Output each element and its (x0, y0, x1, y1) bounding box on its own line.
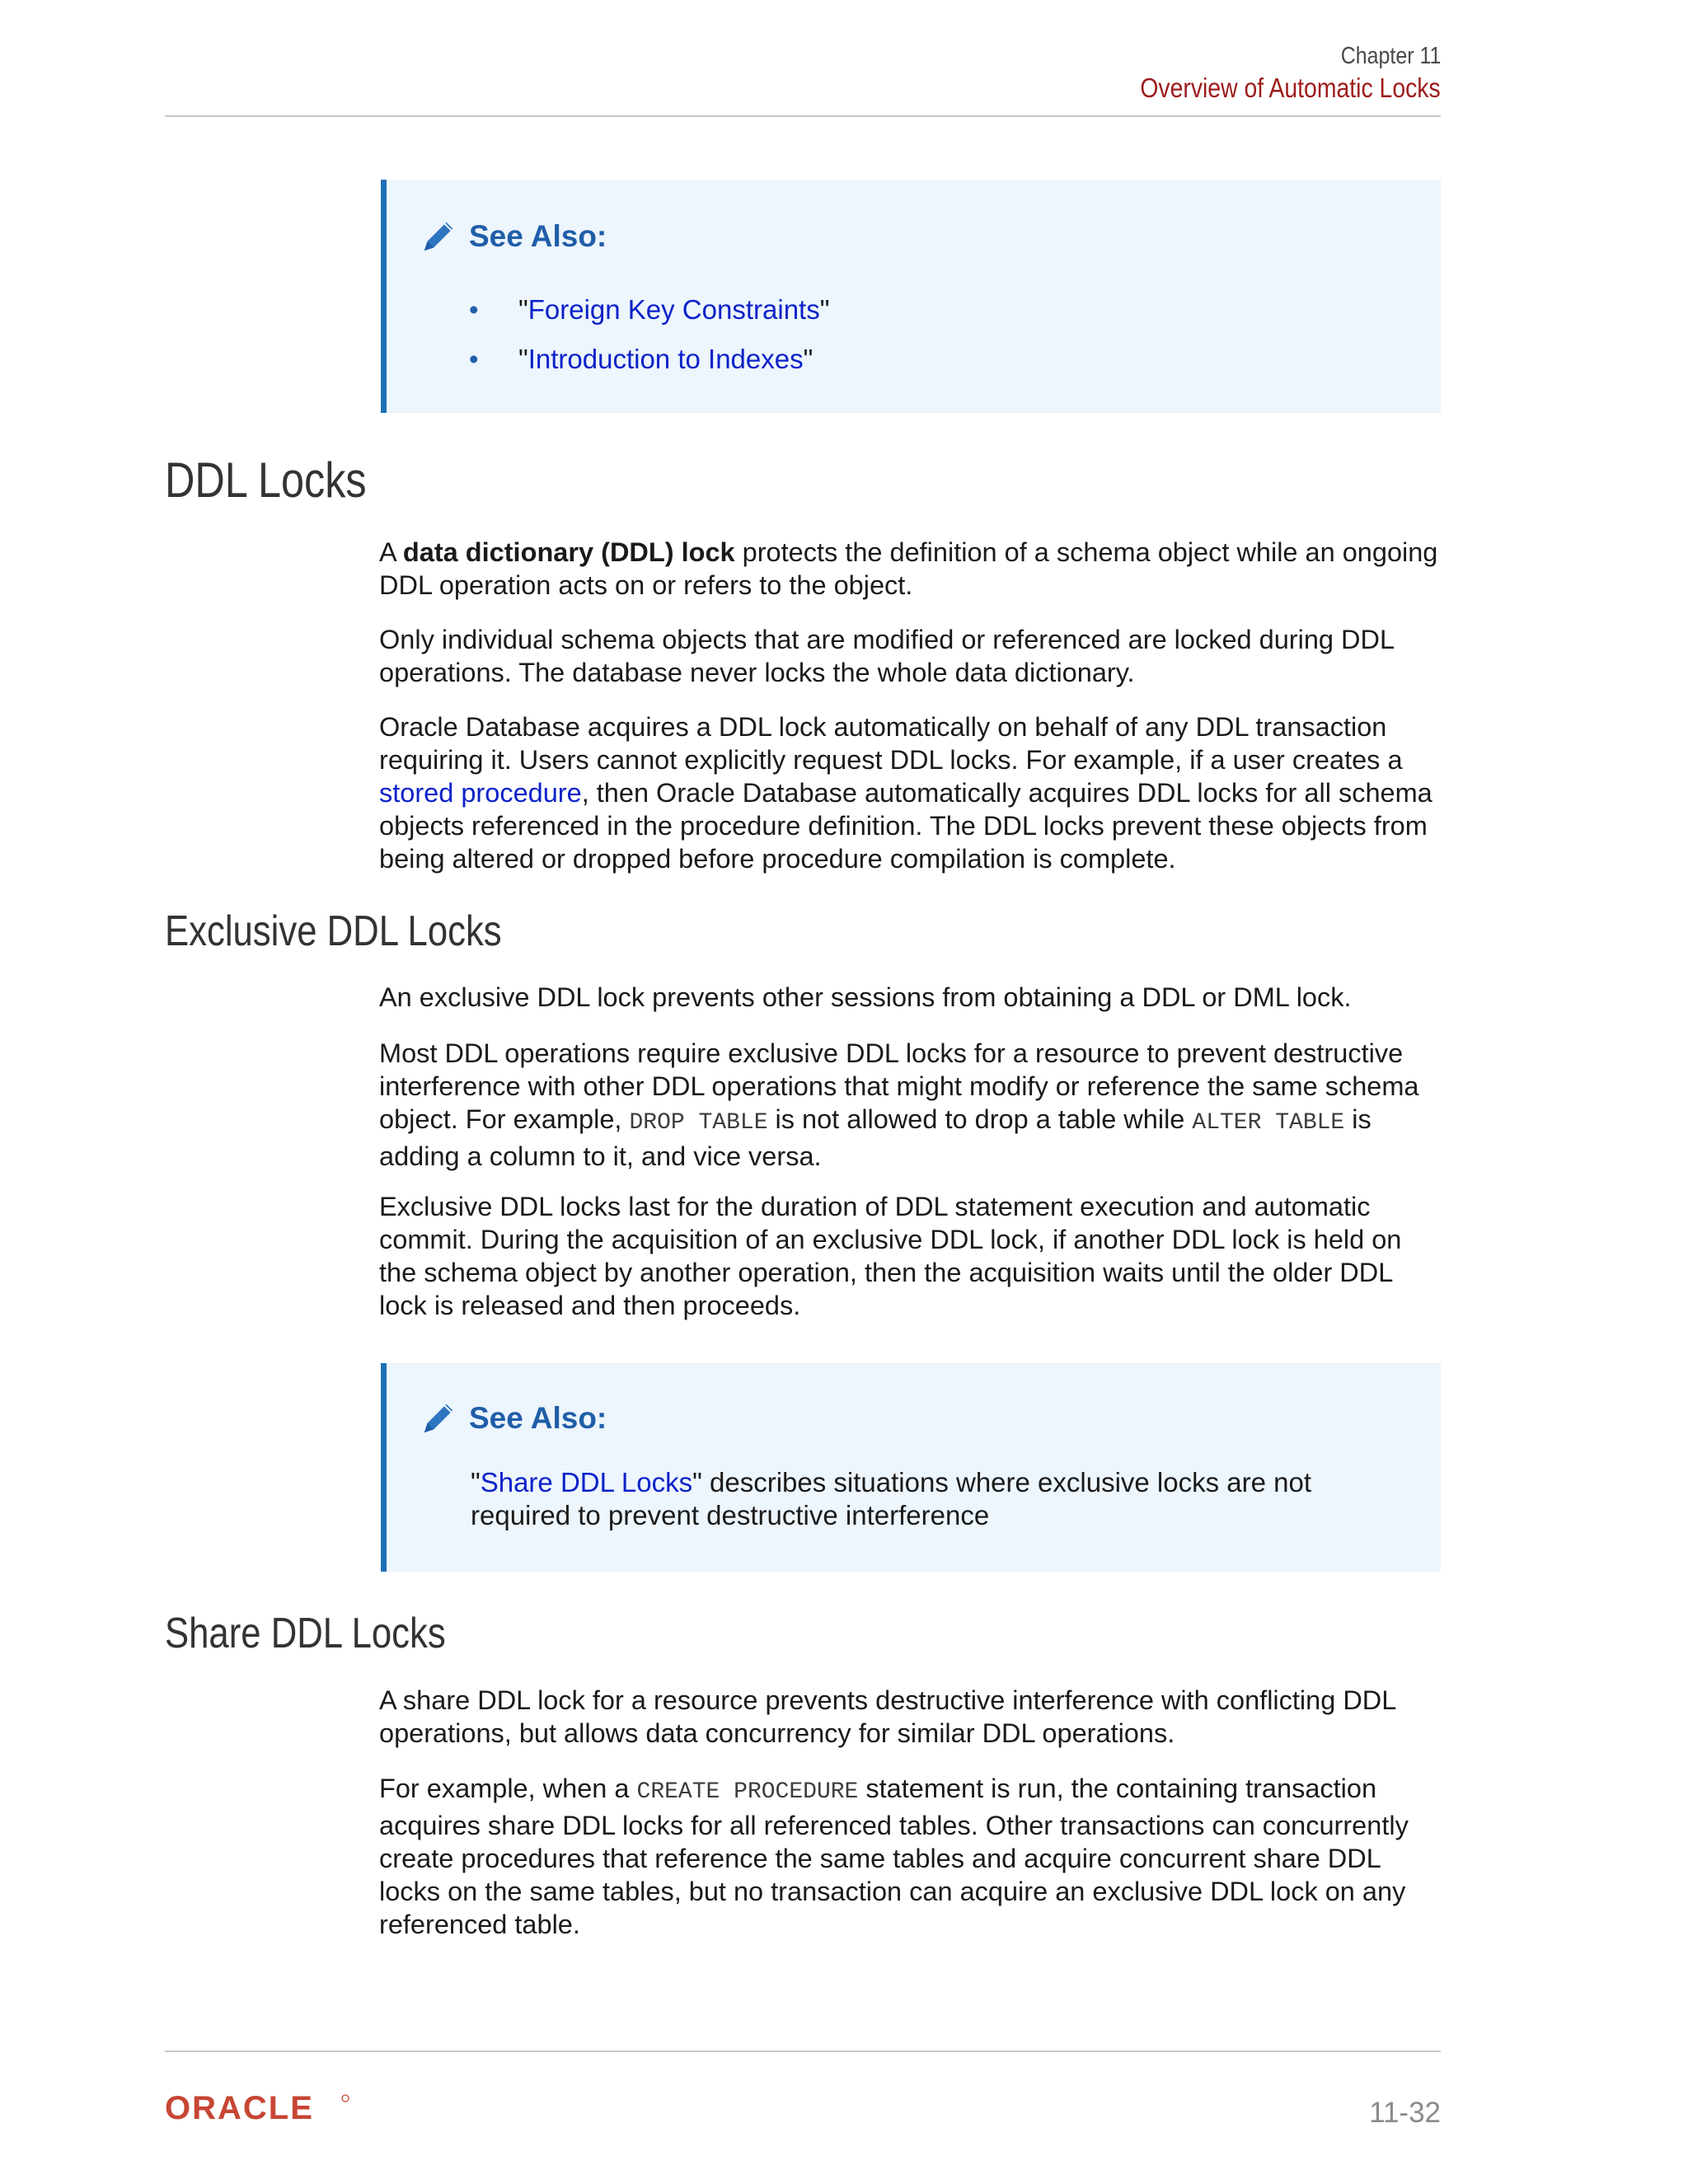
header-rule (165, 115, 1441, 117)
see-also-note-1 (381, 180, 1441, 413)
paragraph: A share DDL lock for a resource prevents destructive interference with conflicting DDL operations, but allows data concurrency for similar DDL operations. (379, 1685, 1396, 1748)
see-also-note-2 (381, 1363, 1441, 1572)
heading-ddl-locks: DDL Locks (165, 452, 367, 508)
note-heading (420, 218, 607, 255)
link-stored-procedure[interactable]: stored procedure (379, 778, 582, 808)
heading-share-ddl-locks: Share DDL Locks (165, 1610, 446, 1657)
list-item: • "Introduction to Indexes" (469, 335, 829, 384)
pencil-icon (420, 218, 457, 255)
header-chapter: Chapter 11 (1340, 43, 1441, 69)
footer-rule (165, 2050, 1441, 2052)
see-also-title: See Also: (469, 219, 607, 253)
see-also-text: "Share DDL Locks" describes situations where exclusive locks are not required to prevent destructive interference (471, 1467, 1312, 1530)
logo-text: ORACLE (165, 2092, 314, 2125)
link-introduction-to-indexes[interactable]: Introduction to Indexes (528, 344, 804, 374)
paragraph: For example, when a CREATE PROCEDURE statement is run, the containing transaction acquires share DDL locks for all referenced tables. Other transactions can concurrently create procedures that reference the same tables and acquire concurrent share DDL locks on the same tables, but no transaction can acquire an exclusive DDL lock on any referenced table. (379, 1774, 1409, 1939)
pencil-icon (420, 1399, 457, 1437)
term-bold: data dictionary (DDL) lock (402, 537, 735, 567)
heading-exclusive-ddl-locks: Exclusive DDL Locks (165, 907, 502, 955)
page-number: 11-32 (1369, 2097, 1441, 2129)
note-heading (420, 1399, 607, 1437)
header-section-title: Overview of Automatic Locks (1140, 73, 1441, 103)
paragraph: Only individual schema objects that are modified or referenced are locked during DDL operations. The database never locks the whole data dictionary. (379, 625, 1394, 687)
oracle-logo (165, 2092, 354, 2125)
bullet-icon: • (469, 294, 479, 325)
code-drop-table: DROP TABLE (629, 1110, 768, 1136)
paragraph: Oracle Database acquires a DDL lock automatically on behalf of any DDL transaction requiring it. Users cannot explicitly request DDL locks. For example, if a user creates a stored procedure, then Oracle Database automatically acquires DDL locks for all schema objects referenced in the procedure definition. The DDL locks prevent these objects from being altered or dropped before procedure compilation is complete. (379, 712, 1432, 874)
link-share-ddl-locks[interactable]: Share DDL Locks (480, 1467, 693, 1497)
see-also-list (469, 285, 829, 384)
code-create-procedure: CREATE PROCEDURE (636, 1779, 859, 1805)
code-alter-table: ALTER TABLE (1192, 1110, 1345, 1136)
paragraph: A data dictionary (DDL) lock protects the definition of a schema object while an ongoing DDL operation acts on or refers to the object. (379, 537, 1438, 600)
bullet-icon: • (469, 344, 479, 374)
link-foreign-key-constraints[interactable]: Foreign Key Constraints (528, 294, 820, 325)
paragraph: Most DDL operations require exclusive DDL locks for a resource to prevent destructive interference with other DDL operations that might modify or reference the same schema object. For example, DROP TABLE is not allowed to drop a table while ALTER TABLE is adding a column to it, and vice versa. (379, 1038, 1419, 1171)
see-also-title: See Also: (469, 1401, 607, 1435)
paragraph: Exclusive DDL locks last for the duration of DDL statement execution and automatic commit. During the acquisition of an exclusive DDL lock, if another DDL lock is held on the schema object by another operation, then the acquisition waits until the older DDL lock is released and then proceeds. (379, 1192, 1402, 1320)
paragraph: An exclusive DDL lock prevents other sessions from obtaining a DDL or DML lock. (379, 982, 1352, 1012)
list-item: • "Foreign Key Constraints" (469, 285, 829, 335)
